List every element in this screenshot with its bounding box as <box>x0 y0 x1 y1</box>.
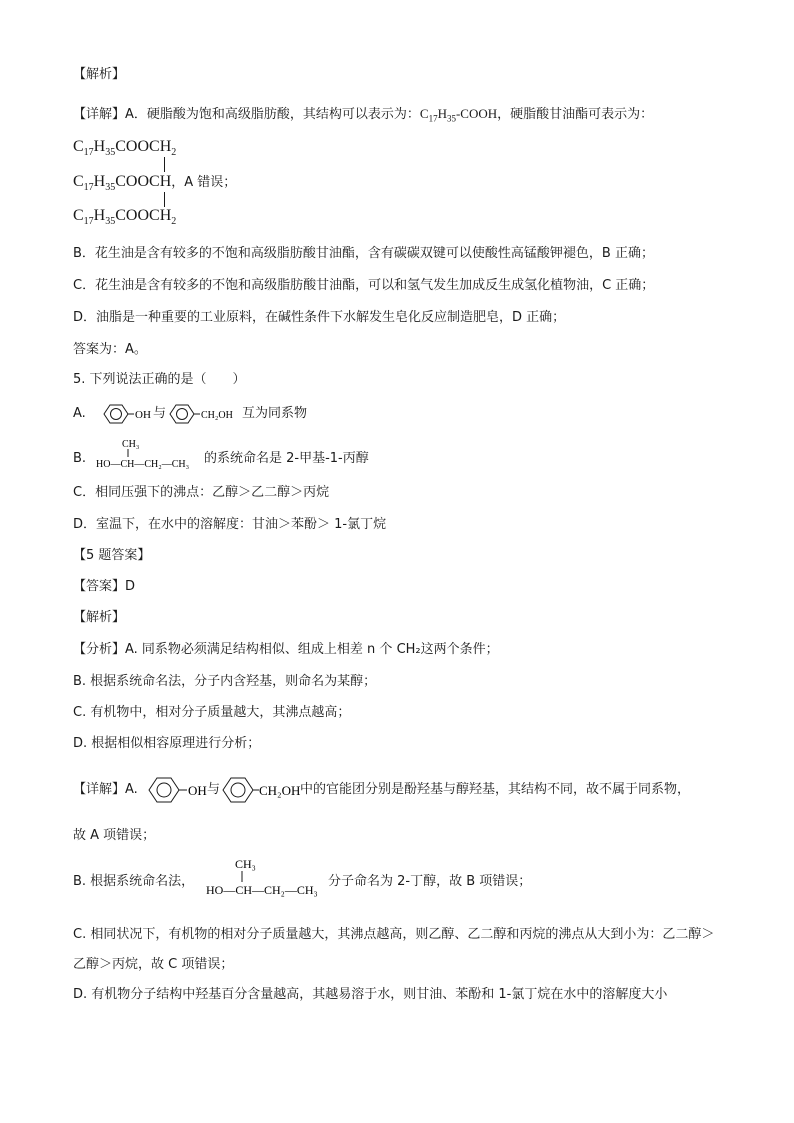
phenol-structure-icon <box>94 402 154 426</box>
question-5-option-a: A. <box>73 406 86 421</box>
benzyl-alcohol-structure-icon-2 <box>219 774 303 806</box>
phenol-structure-icon-2 <box>145 774 209 806</box>
bond-line-2 <box>164 192 165 207</box>
answer-line-2: 【答案】D <box>73 579 136 594</box>
svg-text:HO—CH—CH₂—CH₃: HO—CH—CH₂—CH₃ <box>206 883 318 897</box>
question-5-option-a-with: 与 <box>153 406 167 421</box>
option-c-explanation: C．花生油是含有较多的不饱和高级脂肪酸甘油酯，可以和氢气发生加成反生成氢化植物油，C 正确； <box>73 278 655 293</box>
detail-2-with: 与 <box>207 782 221 797</box>
detail-a-tail: ，硬脂酸甘油酯可表示为： <box>497 107 654 122</box>
svg-text:CH₂OH: CH₂OH <box>259 783 301 798</box>
question-5-option-d: D．室温下，在水中的溶解度：甘油＞苯酚＞ 1-氯丁烷 <box>73 517 387 532</box>
analysis-d: D. 根据相似相容原理进行分析； <box>73 736 261 751</box>
benzyl-alcohol-structure-icon <box>166 402 246 426</box>
answer-line-1: 答案为：A。 <box>73 342 147 357</box>
analysis-heading-2: 【解析】 <box>73 610 126 625</box>
detail-2-tail: 中的官能团分别是酚羟基与醇羟基，其结构不同，故不属于同系物， <box>300 782 691 797</box>
question-5-option-b: B. <box>73 451 87 466</box>
analysis-b: B. 根据系统命名法，分子内含羟基，则命名为某醇； <box>73 674 377 689</box>
detail-c: C. 相同状况下，有机物的相对分子质量越大，其沸点越高，则乙醇、乙二醇和丙烷的沸点从大到小为：乙二醇＞乙醇＞丙烷，故 C 项错误； <box>73 927 715 972</box>
glyceride-row-2: $C_{17}H_{35}COOCH$，A 错误； <box>73 173 237 194</box>
detail-a-line <box>73 104 653 129</box>
analysis-c: C. 有机物中，相对分子质量越大，其沸点越高； <box>73 705 351 720</box>
detail-2-line-2: 故 A 项错误； <box>73 828 156 843</box>
question-5-option-b-tail: 的系统命名是 2-甲基-1-丙醇 <box>204 451 369 466</box>
svg-text:CH₃: CH₃ <box>235 857 256 871</box>
question-5-option-a-tail: 互为同系物 <box>242 406 308 421</box>
svg-text:CH₃: CH₃ <box>122 439 140 450</box>
question-5-stem: 5. 下列说法正确的是（ ） <box>73 372 246 387</box>
svg-text:CH₂OH: CH₂OH <box>201 410 233 421</box>
glyceride-row-1: $C_{17}H_{35}COOCH_2$ <box>73 138 177 159</box>
detail-a-text: 【详解】A．硬脂酸为饱和高级脂肪酸，其结构可以表示为： <box>73 107 420 122</box>
svg-text:OH: OH <box>188 783 207 798</box>
analysis-heading-1: 【解析】 <box>73 67 126 82</box>
detail-b-head: B. 根据系统命名法， <box>73 874 195 889</box>
question-5-option-c: C．相同压强下的沸点：乙醇＞乙二醇＞丙烷 <box>73 485 330 500</box>
bond-line-1 <box>164 157 165 172</box>
stearic-acid-formula: $C_{17}H_{35}$-COOH <box>419 106 498 124</box>
butanol-structure-icon <box>94 436 206 470</box>
detail-2-label: 【详解】A. <box>73 782 138 797</box>
option-b-explanation: B．花生油是含有较多的不饱和高级脂肪酸甘油酯，含有碳碳双键可以使酸性高锰酸钾褪色，B 正确； <box>73 246 654 261</box>
detail-b-tail: 分子命名为 2-丁醇，故 B 项错误； <box>328 874 532 889</box>
butanol-structure-icon-2 <box>203 854 331 898</box>
svg-text:HO—CH—CH₂—CH₃: HO—CH—CH₂—CH₃ <box>96 459 190 470</box>
svg-text:OH: OH <box>135 409 151 421</box>
question-5-answer-heading: 【5 题答案】 <box>73 548 151 563</box>
detail-d: D. 有机物分子结构中羟基百分含量越高，其越易溶于水，则甘油、苯酚和 1-氯丁烷在水中的溶解度大小 <box>73 987 668 1002</box>
option-d-explanation: D．油脂是一种重要的工业原料，在碱性条件下水解发生皂化反应制造肥皂，D 正确； <box>73 310 566 325</box>
analysis-a: 【分析】A. 同系物必须满足结构相似、组成上相差 n 个 CH₂这两个条件； <box>73 642 499 657</box>
glyceride-row-3: $C_{17}H_{35}COOCH_2$ <box>73 207 177 228</box>
